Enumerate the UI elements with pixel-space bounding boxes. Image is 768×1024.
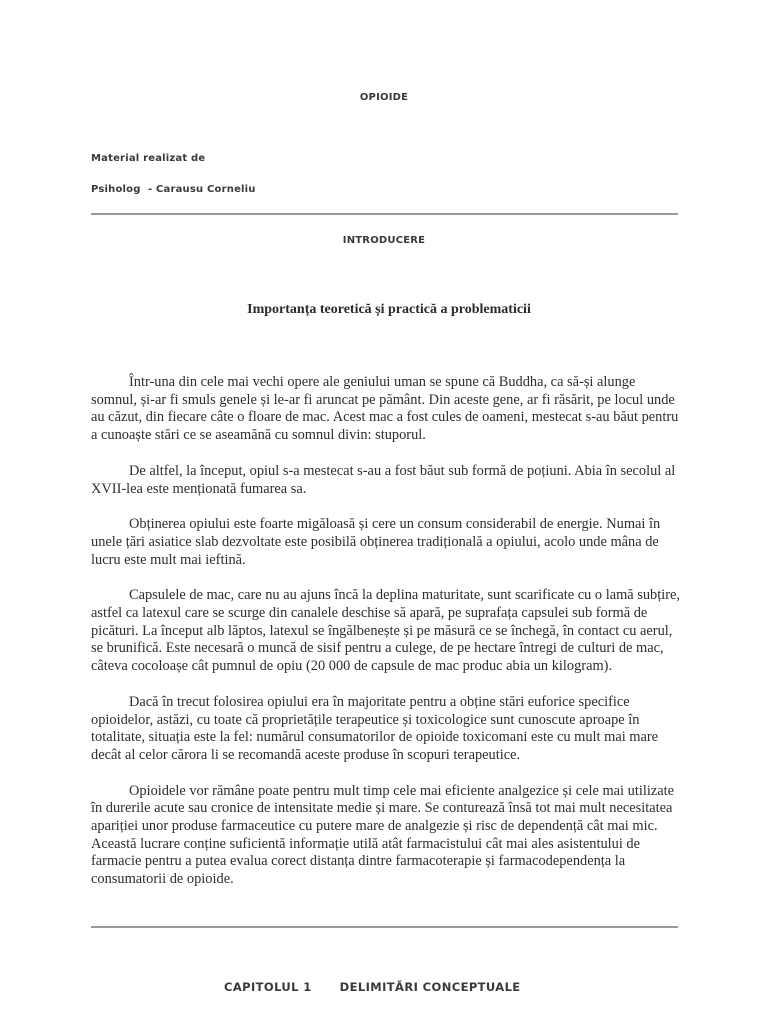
- chapter-number: CAPITOLUL 1: [224, 980, 312, 994]
- paragraph: Opioidele vor rămâne poate pentru mult timp cele mai eficiente analgezice și cele mai utilizate în durerile acute sau cronice de intensitate medie și mare. Se conturează însă tot mai mult necesitatea apariției unor produse farmaceutice cu putere mare de analgezie și risc de dependență cât mai mic. Această lucrare conține suficientă informație utilă atât farmacistului cât mai ales asistentului de farmacie pentru a putea evalua corect distanța dintre farmacoterapie și farmacodependența la consumatorii de opioide.: [91, 782, 675, 888]
- document-title: OPIOIDE: [359, 92, 409, 103]
- top-divider: [91, 213, 678, 215]
- section-subheading: Importanța teoretică și practică a problematicii: [247, 302, 531, 317]
- chapter-heading: [224, 980, 521, 994]
- paragraph: Dacă în trecut folosirea opiului era în majoritate pentru a obține stări euforice specifice opioidelor, astăzi, cu toate că proprietățile terapeutice și toxicologice sunt cunoscute aproape în totalitate, situația este la fel: numărul consumatorilor de opioide toxicomani este cu mult mai mare decât al celor cărora li se recomandă aceste produse în scopuri terapeutice.: [91, 693, 659, 763]
- chapter-title: DELIMITĂRI CONCEPTUALE: [339, 980, 521, 994]
- bottom-divider: [91, 926, 678, 928]
- paragraph: De altfel, la început, opiul s-a mestecat s-au a fost băut sub formă de poțiuni. Abia în secolul al XVII-lea este menționată fumarea sa.: [91, 462, 676, 497]
- body-text: [91, 374, 681, 907]
- paragraph: Capsulele de mac, care nu au ajuns încă la deplina maturitate, sunt scarificate cu o lamă subțire, astfel ca latexul care se scurge din canalele deschise să apară, pe suprafața capsulei sub formă de picături. La început alb lăptos, latexul se îngălbenește și pe măsură ce se închegă, în contact cu aerul, se brunifică. Este necesară o muncă de sisif pentru a culege, de pe hectare întregi de culturi de mac, câteva cocoloașe cât pumnul de opiu (20 000 de capsule de mac produc abia un kilogram).: [91, 587, 681, 675]
- paragraph: Obținerea opiului este foarte migăloasă și cere un consum considerabil de energie. Numai în unele țări asiatice slab dezvoltate este posibilă obținerea tradițională a opiului, acolo unde mâna de lucru este mult mai ieftină.: [91, 516, 661, 568]
- author-prefix: Material realizat de: [91, 153, 206, 164]
- section-label: INTRODUCERE: [342, 235, 426, 246]
- author-name: Psiholog - Carausu Corneliu: [91, 184, 256, 195]
- paragraph: Într-una din cele mai vechi opere ale geniului uman se spune că Buddha, ca să-și alunge somnul, și-ar fi smuls genele și le-ar fi aruncat pe pământ. Din aceste gene, ar fi răsărit, pe locul unde au căzut, din fiecare câte o floare de mac. Acest mac a fost cules de oameni, mestecat s-au băut pentru a cunoaște stări ce se aseamănă cu somnul divin: stuporul.: [91, 374, 679, 444]
